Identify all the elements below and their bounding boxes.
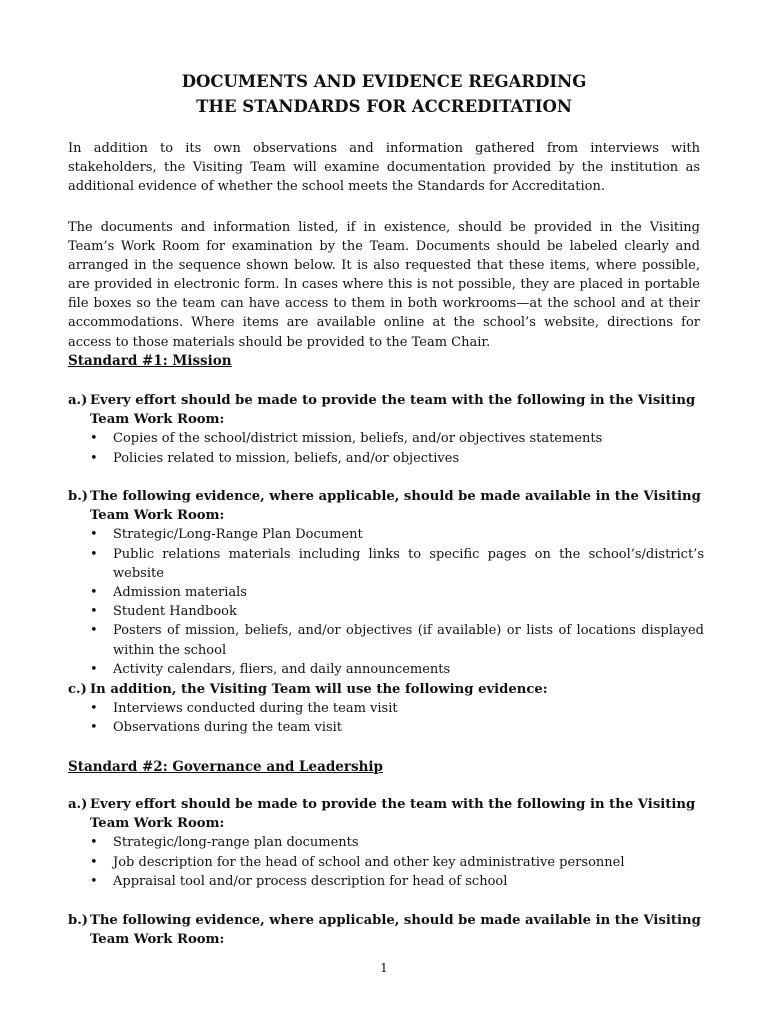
item-label: b.) <box>68 489 89 504</box>
list-item <box>90 853 704 872</box>
standard-2-heading: Standard #2: Governance and Leadership <box>68 759 383 775</box>
list-item-text: Activity calendars, fliers, and daily announcements <box>113 661 451 677</box>
bullet-icon: • <box>90 854 98 870</box>
document-title-line-1: DOCUMENTS AND EVIDENCE REGARDING <box>181 72 587 91</box>
list-item-text: Observations during the team visit <box>113 720 343 736</box>
item-label: c.) <box>68 682 87 697</box>
list-item <box>90 449 704 468</box>
list-item <box>90 718 704 737</box>
list-item-text: Strategic/long-range plan documents <box>113 835 359 851</box>
list-item-text: Appraisal tool and/or process description for head of school <box>113 873 508 889</box>
list-item-text: Interviews conducted during the team visit <box>113 701 398 717</box>
list-item <box>90 602 704 621</box>
item-heading-text: Every effort should be made to provide the team with the following in the Visiting Team Work Room: <box>90 393 696 428</box>
document-title-line-2: THE STANDARDS FOR ACCREDITATION <box>196 97 572 116</box>
list-item <box>90 833 704 852</box>
bullet-list <box>68 525 704 679</box>
item-heading-text: The following evidence, where applicable, should be made available in the Visiting Team Work Room: <box>90 489 701 524</box>
list-item <box>90 660 704 679</box>
bullet-icon: • <box>90 431 98 447</box>
item-label: b.) <box>68 913 89 928</box>
bullet-list <box>68 833 704 891</box>
bullet-icon: • <box>90 873 98 889</box>
item-label: a.) <box>68 393 88 408</box>
standard-1-item-c <box>68 680 704 738</box>
item-heading-text: In addition, the Visiting Team will use the following evidence: <box>90 682 548 697</box>
standard-1-item-a <box>68 391 704 468</box>
list-item-text: Admission materials <box>113 585 247 601</box>
list-item <box>90 621 704 659</box>
bullet-icon: • <box>90 450 98 466</box>
intro-paragraph-2: The documents and information listed, if in existence, should be provided in the Visiting Team’s Work Room for examination by the Team. Documents should be labeled clearly and arranged in the sequence shown below. It is also requested that these items, where possible, are provided in electronic form. In cases where this is not possible, they are placed in portable file boxes so the team can have access to them in both workrooms—at the school and at their accommodations. Where items are available online at the school’s website, directions for access to those materials should be provided to the Team Chair. <box>68 220 700 350</box>
list-item-text: Policies related to mission, beliefs, and/or objectives <box>113 450 460 466</box>
intro-paragraph-1: In addition to its own observations and information gathered from interviews with stakeholders, the Visiting Team will examine documentation provided by the institution as additional evidence of whether the school meets the Standards for Accreditation. <box>68 141 700 195</box>
list-item-text: Job description for the head of school and other key administrative personnel <box>113 854 625 870</box>
bullet-icon: • <box>90 546 98 562</box>
bullet-icon: • <box>90 720 98 736</box>
item-label: a.) <box>68 797 88 812</box>
standard-1-heading: Standard #1: Mission <box>68 353 232 369</box>
bullet-list <box>68 429 704 467</box>
bullet-icon: • <box>90 527 98 543</box>
bullet-icon: • <box>90 661 98 677</box>
list-item <box>90 872 704 891</box>
list-item-text: Posters of mission, beliefs, and/or objectives (if available) or lists of locations displayed within the school <box>113 623 704 658</box>
standard-2-item-a <box>68 795 704 891</box>
list-item-text: Student Handbook <box>113 604 237 620</box>
list-item <box>90 583 704 602</box>
standard-2-item-b <box>68 911 704 949</box>
list-item <box>90 429 704 448</box>
bullet-icon: • <box>90 701 98 717</box>
list-item-text: Strategic/Long-Range Plan Document <box>113 527 363 543</box>
standard-1-item-b <box>68 487 704 679</box>
list-item <box>90 545 704 583</box>
bullet-icon: • <box>90 623 98 639</box>
bullet-icon: • <box>90 604 98 620</box>
bullet-icon: • <box>90 835 98 851</box>
list-item-text: Copies of the school/district mission, beliefs, and/or objectives statements <box>113 431 603 447</box>
list-item-text: Public relations materials including links to specific pages on the school’s/district’s website <box>113 546 704 581</box>
item-heading-text: The following evidence, where applicable, should be made available in the Visiting Team Work Room: <box>90 913 701 948</box>
list-item <box>90 699 704 718</box>
bullet-list <box>68 699 704 737</box>
item-heading-text: Every effort should be made to provide the team with the following in the Visiting Team Work Room: <box>90 797 696 832</box>
bullet-icon: • <box>90 585 98 601</box>
list-item <box>90 525 704 544</box>
page-number: 1 <box>380 961 388 975</box>
